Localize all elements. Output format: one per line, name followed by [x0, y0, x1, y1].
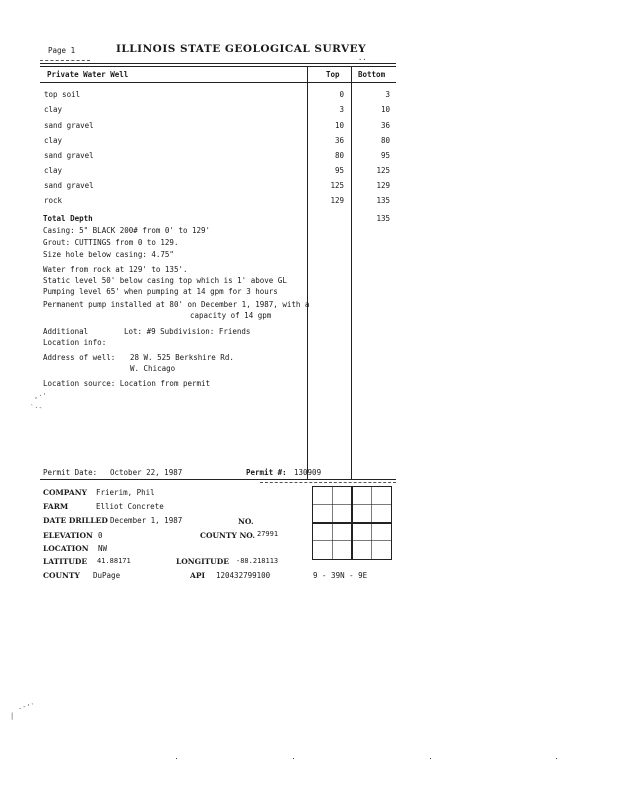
scan-speck	[293, 758, 294, 759]
stratum-name: sand gravel	[44, 151, 94, 160]
stratum-top: 80	[334, 151, 344, 160]
column-header-top: Top	[326, 70, 340, 79]
section-grid-line	[332, 487, 333, 559]
section-grid-line	[313, 522, 391, 524]
location-source-note: Location source: Location from permit	[43, 379, 211, 388]
stratum-top: 0	[339, 90, 344, 99]
column-header-main: Private Water Well	[47, 70, 129, 79]
address-line-2: W. Chicago	[130, 364, 176, 373]
stratum-top: 95	[334, 166, 344, 175]
date-drilled-label: DATE DRILLED	[43, 516, 108, 525]
stratum-bottom: 95	[380, 151, 390, 160]
farm-value: Elliot Concrete	[96, 502, 164, 511]
stratum-top: 129	[330, 196, 344, 205]
stratum-bottom: 125	[376, 166, 390, 175]
county-value: DuPage	[93, 571, 121, 580]
grout-note: Grout: CUTTINGS from 0 to 129.	[43, 238, 179, 247]
scan-mark: |	[10, 712, 15, 720]
county-no-label: COUNTY NO.	[200, 531, 256, 540]
permit-date-label: Permit Date:	[43, 468, 98, 477]
column-divider-main	[307, 66, 308, 480]
scan-mark: ,·'	[34, 392, 47, 400]
section-grid-line	[371, 487, 372, 559]
stratum-name: top soil	[44, 90, 81, 99]
permit-number-value: 130909	[294, 468, 322, 477]
stratum-name: clay	[44, 136, 63, 145]
scan-mark: `·-	[30, 404, 43, 412]
date-drilled-value: December 1, 1987	[110, 516, 183, 525]
permit-rule	[40, 479, 396, 480]
column-header-bottom: Bottom	[358, 70, 386, 79]
column-header-rule	[40, 82, 396, 83]
permit-dash	[260, 482, 396, 483]
location-info-label: Location info:	[43, 338, 107, 347]
stratum-top: 36	[334, 136, 344, 145]
longitude-value: -88.218113	[236, 557, 279, 565]
stratum-bottom: 3	[385, 90, 390, 99]
pump-capacity-note: capacity of 14 gpm	[190, 311, 272, 320]
scan-mark: .-'`	[18, 703, 35, 711]
stratum-bottom: 80	[380, 136, 390, 145]
farm-label: FARM	[43, 502, 69, 511]
permit-number-label: Permit #:	[246, 468, 287, 477]
stratum-name: clay	[44, 105, 63, 114]
county-no-value: 27991	[257, 530, 279, 538]
permit-date-value: October 22, 1987	[110, 468, 183, 477]
pumping-level-note: Pumping level 65' when pumping at 14 gpm for 3 hours	[43, 287, 278, 296]
page-title: ILLINOIS STATE GEOLOGICAL SURVEY	[116, 43, 367, 55]
stratum-name: rock	[44, 196, 63, 205]
total-depth-value: 135	[376, 214, 390, 223]
total-depth-label: Total Depth	[43, 214, 93, 223]
latitude-label: LATITUDE	[43, 557, 88, 566]
header-dash	[40, 60, 90, 61]
hole-size-note: Size hole below casing: 4.75"	[43, 250, 174, 259]
latitude-value: 41.88171	[97, 557, 131, 565]
column-divider-top	[351, 66, 352, 480]
stratum-bottom: 36	[380, 121, 390, 130]
stratum-bottom: 135	[376, 196, 390, 205]
casing-note: Casing: 5" BLACK 200# from 0' to 129'	[43, 226, 211, 235]
static-level-note: Static level 50' below casing top which is 1' above GL	[43, 276, 287, 285]
longitude-label: LONGITUDE	[176, 557, 229, 566]
permanent-pump-note: Permanent pump installed at 80' on December 1, 1987, with a	[43, 300, 310, 309]
water-source-note: Water from rock at 129' to 135'.	[43, 265, 188, 274]
api-label: API	[190, 571, 205, 580]
elevation-value: 0	[98, 531, 103, 540]
section-grid	[312, 486, 392, 560]
stratum-bottom: 10	[380, 105, 390, 114]
header-rule-2	[40, 66, 396, 67]
stratum-bottom: 129	[376, 181, 390, 190]
speck-mark: ..	[358, 54, 367, 62]
scan-speck	[176, 758, 177, 759]
scan-speck	[556, 758, 557, 759]
location-value: NW	[98, 544, 108, 553]
elevation-label: ELEVATION	[43, 531, 93, 540]
no-label: NO.	[238, 517, 254, 526]
section-grid-line	[313, 540, 391, 541]
scan-speck	[430, 758, 431, 759]
address-line-1: 28 W. 525 Berkshire Rd.	[130, 353, 234, 362]
header-rule	[40, 63, 396, 64]
stratum-name: sand gravel	[44, 181, 94, 190]
location-label: LOCATION	[43, 544, 89, 553]
company-label: COMPANY	[43, 488, 87, 497]
api-value: 120432799100	[216, 571, 271, 580]
stratum-top: 125	[330, 181, 344, 190]
county-label: COUNTY	[43, 571, 80, 580]
stratum-name: clay	[44, 166, 63, 175]
section-grid-line	[313, 504, 391, 505]
stratum-top: 3	[339, 105, 344, 114]
stratum-name: sand gravel	[44, 121, 94, 130]
stratum-top: 10	[334, 121, 344, 130]
additional-label: Additional	[43, 327, 89, 336]
address-label: Address of well:	[43, 353, 116, 362]
section-township-range: 9 - 39N - 9E	[313, 571, 368, 580]
company-value: Frierim, Phil	[96, 488, 155, 497]
additional-value: Lot: #9 Subdivision: Friends	[124, 327, 251, 336]
page-label: Page 1	[48, 46, 76, 55]
